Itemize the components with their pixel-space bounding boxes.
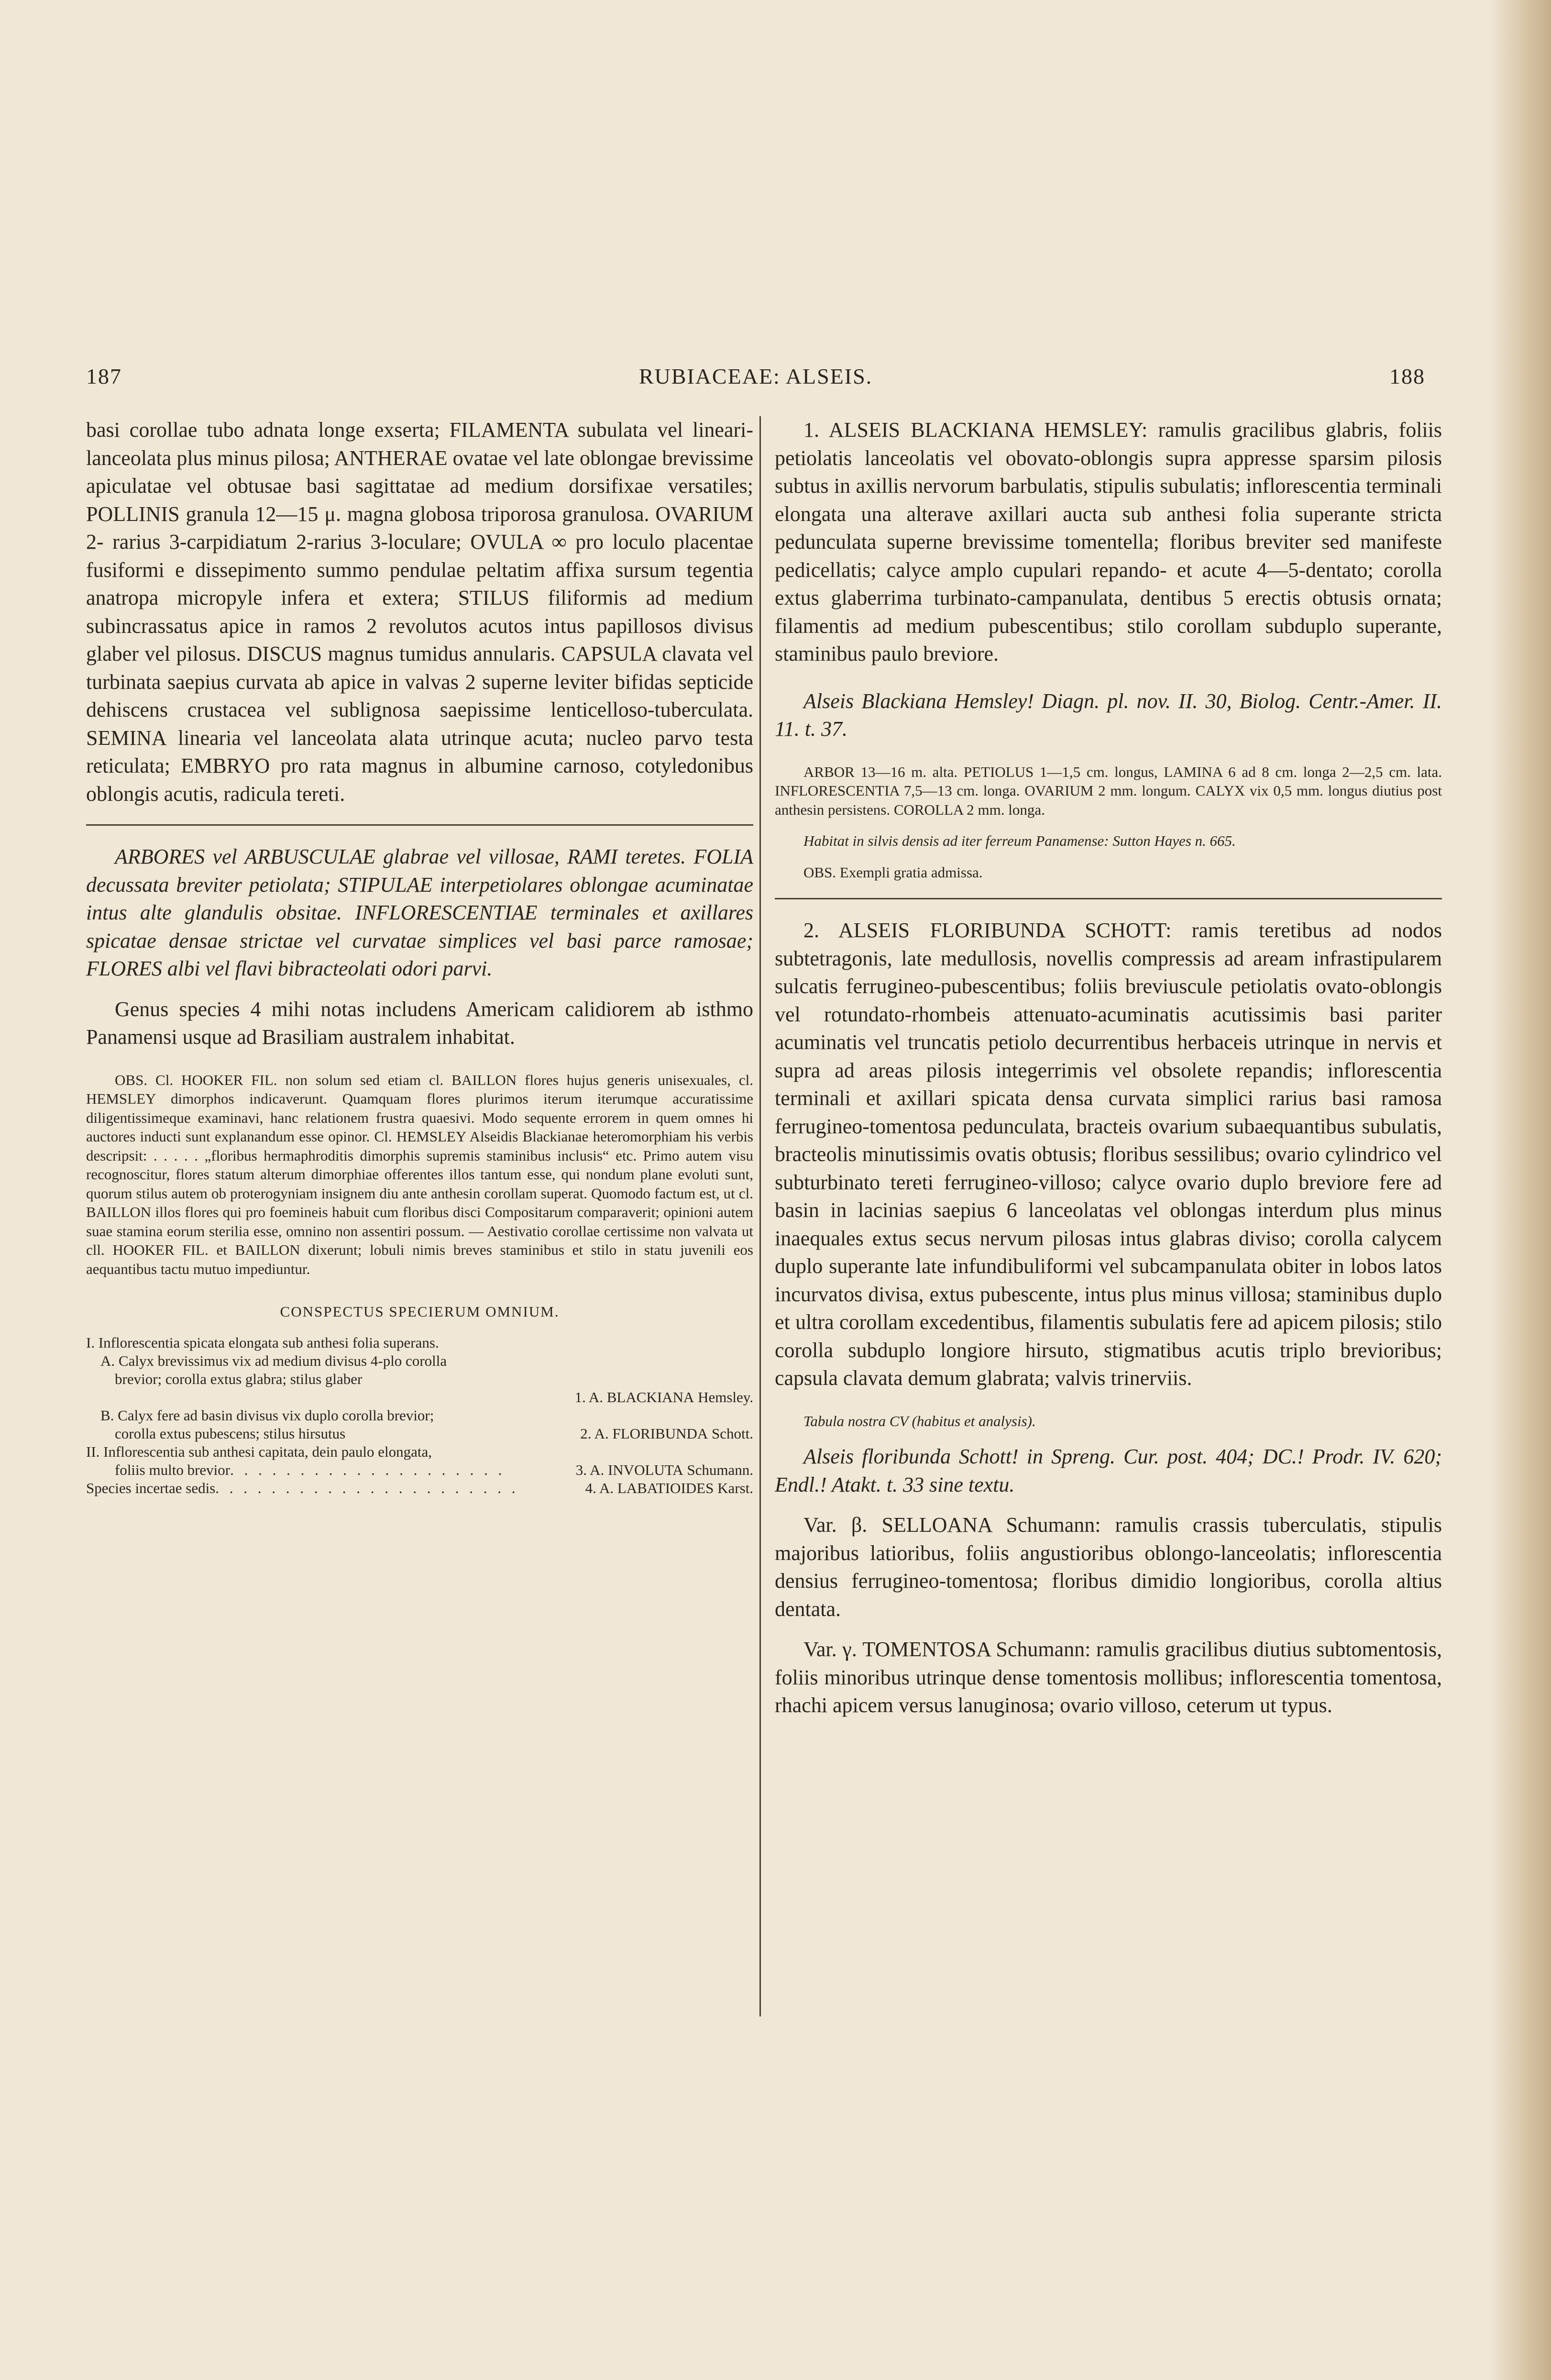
- key-line-A-cont: brevior; corolla extus glabra; stilus glaber: [115, 1371, 363, 1387]
- species-2-description: 2. ALSEIS FLORIBUNDA SCHOTT: ramis teretibus ad nodos subtetragonis, late medullosis, novellis compressis ad aream infrastipularem sulcatis ferrugineo-pubescentibus; foliis breviuscule petiolatis ovato-oblongis vel rotundato-rhombeis attenuato-acuminatis acutissimis basi pariter acuminatis vel truncatis petiolo decurrentibus herbaceis utrinque in nervis et supra ad areas pilosis integerrimis vel obsolete repandis; inflorescentia terminali et axillari spicata densa curvata simplici rarius basi ramosa ferrugineo-tomentosa pedunculata, bracteis ovarium subaequantibus subulatis, bracteolis minutissimis ovatis obtusis; floribus sessilibus; ovario cylindrico vel subturbinato tereti ferrugineo-villoso; calyce ovario duplo breviore fere ad basin in lacinias saepius 6 lanceolatas vel oblongas interdum plus minus inaequales extus secus nervum pilosas intus glabras diviso; corolla calycem duplo superante late infundibuliformi vel subcampanulata obiter in lobos latos incurvatos divisa, extus pubescente, intus plus minus villosa; staminibus duplo et ultra corollam excedentibus, filamentis subulatis fere ad apicem pilosis; stilo corolla subduplo longiore hirsuto, stigmatibus acutis triplo brevioribus; capsula clavata demum glabrata; valvis trinerviis.: [775, 919, 1442, 1390]
- conspectus-title: CONSPECTUS SPECIERUM OMNIUM.: [280, 1303, 560, 1320]
- key-line-incertae: Species incertae sedis . . . . . . . . . . . . . . . . . . . . . . 4. A. LABATIOIDES Karst.: [86, 1480, 753, 1496]
- right-column: [775, 416, 1442, 1720]
- key-line-II-cont: foliis multo brevior . . . . . . . . . . . . . . . . . . . . 3. A. INVOLUTA Schumann.: [115, 1461, 753, 1478]
- key-line-II: II. Inflorescentia sub anthesi capitata, dein paulo elongata,: [86, 1443, 432, 1460]
- page-edge-shadow: [1489, 0, 1551, 2380]
- species-1-references: Alseis Blackiana Hemsley! Diagn. pl. nov. II. 30, Biolog. Centr.-Amer. II. 11. t. 37.: [775, 689, 1442, 741]
- column-divider: [759, 416, 761, 2016]
- genus-distribution-paragraph: Genus species 4 mihi notas includens Americam calidiorem ab isthmo Panamensi usque ad Brasiliam australem inhabitat.: [86, 997, 753, 1049]
- species-2-references: Alseis floribunda Schott! in Spreng. Cur. post. 404; DC.! Prodr. IV. 620; Endl.! Atakt. t. 33 sine textu.: [775, 1445, 1442, 1496]
- variety-gamma: Var. γ. TOMENTOSA Schumann: ramulis gracilibus diutius subtomentosis, foliis minoribus utrinque dense tomentosis mollibus; inflorescentia tomentosa, rhachi apicem versus lanuginosa; ovario villoso, ceterum ut typus.: [775, 1638, 1442, 1717]
- variety-beta: Var. β. SELLOANA Schumann: ramulis crassis tuberculatis, stipulis majoribus latioribus, foliis angustioribus oblongo-lanceolatis; inflorescentia densius ferrugineo-tomentosa; floribus dimidio longioribus, corolla altius dentata.: [775, 1513, 1442, 1621]
- species-conspectus: [86, 1303, 753, 1497]
- left-column: [86, 416, 753, 1497]
- section-rule: [86, 824, 753, 826]
- species-1-habitat: Habitat in silvis densis ad iter ferreum Panamense: Sutton Hayes n. 665.: [803, 832, 1236, 849]
- key-line-I: I. Inflorescentia spicata elongata sub anthesi folia superans.: [86, 1334, 439, 1351]
- running-title: RUBIACEAE: ALSEIS.: [638, 364, 873, 388]
- page-number-right: 188: [1389, 364, 1425, 388]
- genus-observation-note: OBS. Cl. HOOKER FIL. non solum sed etiam cl. BAILLON flores hujus generis unisexuales, cl. HEMSLEY dimorphos indicaverunt. Quamquam flores plurimos iterum iterumque accuratissime diligentissimeque examinavi, hanc relationem frustra quaesivi. Modo sequente errorem in quem omnes hi auctores inducti sunt explanandum esse opinor. Cl. HEMSLEY Alseidis Blackianae heteromorphiam his verbis descripsit: . . . . . „floribus hermaphroditis dimorphis supremis staminibus inclusis“ etc. Primo autem visu recognoscitur, flores statum alterum dimorphiae offerentes illos tantum esse, qui nondum plane evoluti sunt, quorum stilus autem ob proterogyniam insignem diu ante anthesin corollam superat. Quomodo factum est, ut cl. BAILLON illos flores qui pro foemineis habuit cum floribus disci Compositarum comparaverit; opinioni autem suae stamina eorum sterilia esse, omnino non assentiri possum. — Aestivatio corollae certissime non valvata ut cll. HOOKER FIL. et BAILLON dixerunt; lobuli nimis breves staminibus et stilo in statu juvenili eos aequantibus tactu mutuo impediuntur.: [86, 1071, 753, 1277]
- key-line-B-cont: corolla extus pubescens; stilus hirsutus 2. A. FLORIBUNDA Schott.: [115, 1425, 753, 1442]
- genus-description-paragraph: basi corollae tubo adnata longe exserta; FILAMENTA subulata vel lineari-lanceolata plus minus pilosa; ANTHERAE ovatae vel late oblongae brevissime apiculatae vel obtusae basi sagittatae ad medium dorsifixae versatiles; POLLINIS granula 12—15 μ. magna globosa triporosa granulosa. OVARIUM 2- rarius 3-carpidiatum 2-rarius 3-loculare; OVULA ∞ pro loculo placentae fusiformi e dissepimento summo pendulae peltatim affixa sursum tegentia anatropa micropyle infera et extera; STILUS filiformis ad medium subincrassatus apice in ramos 2 revolutos acutos intus papillosos divisus glaber vel pilosus. DISCUS magnus tumidus annularis. CAPSULA clavata vel turbinata saepius curvata ab apice in valvas 2 superne leviter bifidas septicide dehiscens crustacea vel sublignosa saepissime lenticelloso-tuberculata. SEMINA linearia vel lanceolata alata utrinque acuta; nucleo parvo testa reticulata; EMBRYO pro rata magnus in albumine carnoso, cotyledonibus oblongis acutis, radicula tereti.: [86, 418, 753, 806]
- key-line-A: A. Calyx brevissimus vix ad medium divisus 4-plo corolla: [100, 1352, 447, 1369]
- running-header: [86, 364, 1425, 402]
- page-number-left: 187: [86, 364, 122, 388]
- key-line-B: B. Calyx fere ad basin divisus vix duplo corolla brevior;: [100, 1407, 434, 1424]
- species-1-observation: OBS. Exempli gratia admissa.: [803, 863, 983, 881]
- key-line-A-result: 1. A. BLACKIANA Hemsley.: [574, 1389, 753, 1406]
- section-rule-right: [775, 898, 1442, 899]
- species-1-description: 1. ALSEIS BLACKIANA HEMSLEY: ramulis gracilibus glabris, foliis petiolatis lanceolatis vel obovato-oblongis supra appresse sparsim pilosis subtus in axillis nervorum barbulatis, stipulis subulatis; inflorescentia terminali elongata una alterave axillari aucta sub anthesi folia superante stricta pedunculata superne brevissime tomentella; floribus breviter sed manifeste pedicellatis; calyce amplo cupulari repando- et acute 4—5-dentato; corolla extus glaberrima turbinato-campanulata, dentibus 5 erectis obtusis ornata; filamentis ad medium pubescentibus; stilo corollam subduplo superante, staminibus paulo breviore.: [775, 418, 1442, 665]
- genus-habit-paragraph: ARBORES vel ARBUSCULAE glabrae vel villosae, RAMI teretes. FOLIA decussata breviter petiolata; STIPULAE interpetiolares oblongae acuminatae intus alte glandulis obsitae. INFLORESCENTIAE terminales et axillares spicatae densae strictae vel curvatae simplices vel basi parce ramosae; FLORES albi vel flavi bibracteolati odori parvi.: [86, 845, 753, 980]
- species-1-measurements: ARBOR 13—16 m. alta. PETIOLUS 1—1,5 cm. longus, LAMINA 6 ad 8 cm. longa 2—2,5 cm. lata. INFLORESCENTIA 7,5—13 cm. longa. OVARIUM 2 mm. longum. CALYX vix 0,5 mm. longus diutius post anthesin persistens. COROLLA 2 mm. longa.: [775, 763, 1442, 818]
- species-2-plate-note: Tabula nostra CV (habitus et analysis).: [803, 1412, 1036, 1429]
